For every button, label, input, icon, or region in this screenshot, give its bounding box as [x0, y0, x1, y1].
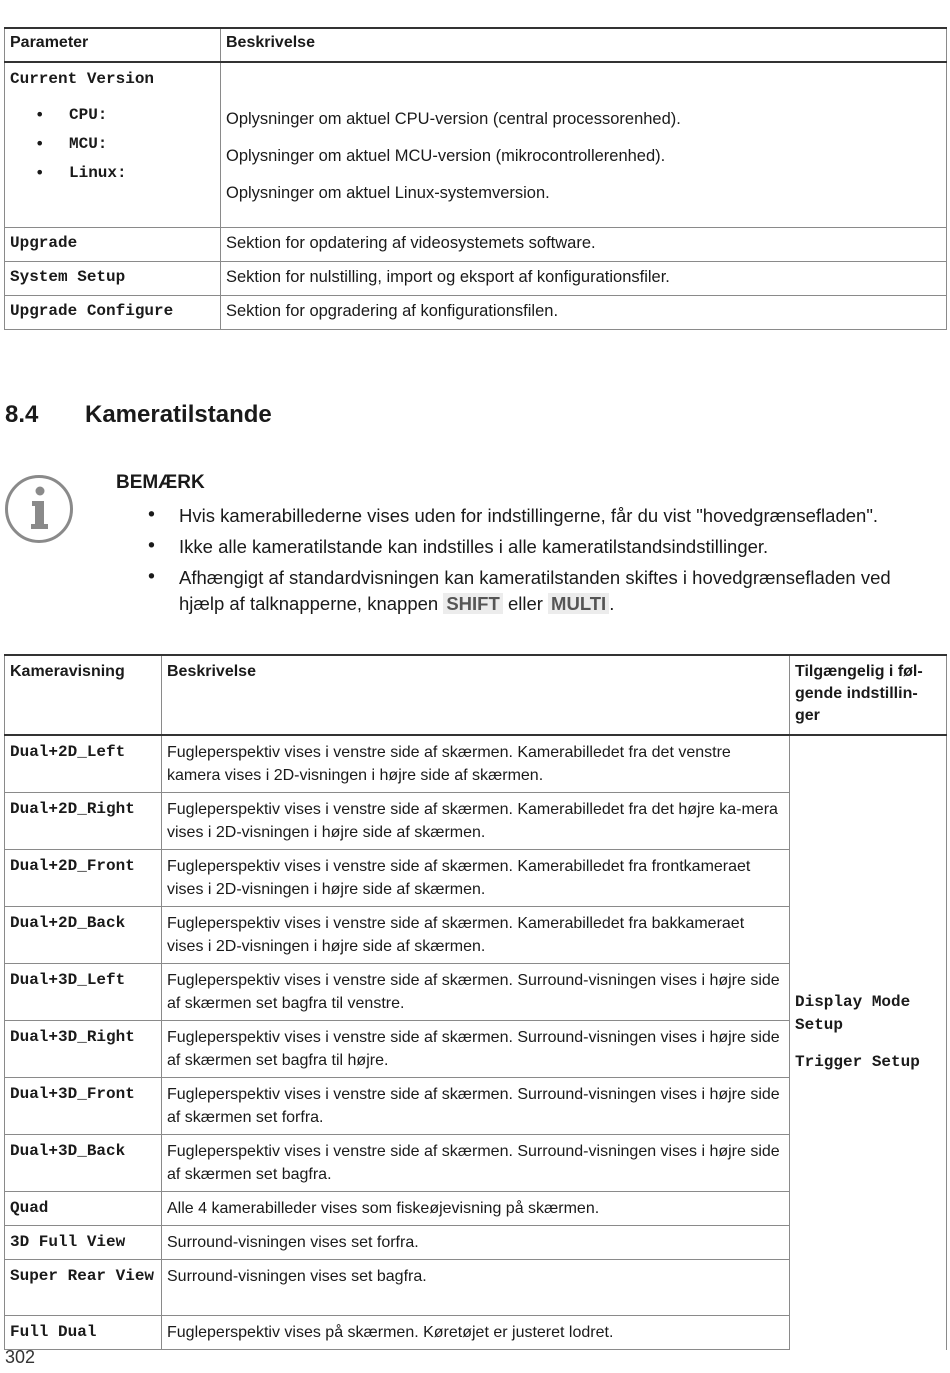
desc-cell: Surround-visningen vises set bagfra. — [162, 1260, 790, 1316]
view-cell: Full Dual — [5, 1316, 162, 1350]
table-row — [5, 228, 947, 262]
header-camera-view: Kameravisning — [5, 655, 162, 735]
table-row — [5, 62, 947, 228]
table-row — [5, 735, 947, 793]
shift-key-label: SHIFT — [443, 593, 502, 614]
desc-cell: Fugleperspektiv vises i venstre side af skærmen. Kamerabilledet fra det venstre kamera vises i 2D-visningen i højre side af skærmen. — [162, 735, 790, 793]
param-cell — [5, 62, 221, 228]
table-row — [5, 296, 947, 330]
available-settings-cell — [790, 735, 947, 1350]
view-cell: Super Rear View — [5, 1260, 162, 1316]
mcu-desc: Oplysninger om aktuel MCU-version (mikrocontrollerenhed). — [226, 147, 666, 165]
view-cell: Dual+2D_Right — [5, 793, 162, 850]
parameter-table — [4, 27, 947, 330]
desc-cell: Fugleperspektiv vises i venstre side af skærmen. Kamerabilledet fra det højre ka-mera vises i 2D-visningen i højre side af skærmen. — [162, 793, 790, 850]
param-cell: System Setup — [5, 262, 221, 296]
header-description: Beskrivelse — [162, 655, 790, 735]
desc-cell: Sektion for opdatering af videosystemets software. — [221, 228, 947, 262]
section-number: 8.4 — [5, 401, 39, 428]
current-version-label: Current Version — [10, 70, 155, 88]
desc-cell: Fugleperspektiv vises på skærmen. Køretøjet er justeret lodret. — [162, 1316, 790, 1350]
linux-desc: Oplysninger om aktuel Linux-systemversion. — [226, 184, 550, 202]
view-cell: Dual+2D_Back — [5, 907, 162, 964]
desc-cell: Fugleperspektiv vises i venstre side af skærmen. Surround-visningen vises i højre side af skærmen set forfra. — [162, 1078, 790, 1135]
desc-cell: Fugleperspektiv vises i venstre side af skærmen. Kamerabilledet fra bakkameraet vises i 2D-visningen i højre side af skærmen. — [162, 907, 790, 964]
param-cell: Upgrade Configure — [5, 296, 221, 330]
section-title: Kameratilstande — [85, 401, 272, 428]
version-list — [10, 106, 215, 193]
list-item: • Linux: — [10, 164, 215, 193]
cpu-desc: Oplysninger om aktuel CPU-version (central processorenhed). — [226, 110, 681, 128]
desc-cell: Surround-visningen vises set forfra. — [162, 1226, 790, 1260]
desc-cell: Sektion for opgradering af konfigurationsfilen. — [221, 296, 947, 330]
note-list — [146, 503, 936, 622]
table-row — [5, 262, 947, 296]
info-icon — [4, 474, 74, 544]
note-title: BEMÆRK — [116, 472, 205, 493]
list-item: • Ikke alle kameratilstande kan indstilles i alle kameratilstandsindstillinger. — [146, 534, 936, 560]
trigger-setup: Trigger Setup — [795, 1053, 920, 1071]
view-cell: Dual+3D_Back — [5, 1135, 162, 1192]
desc-cell: Alle 4 kamerabilleder vises som fiskeøjevisning på skærmen. — [162, 1192, 790, 1226]
list-item: • Afhængigt af standardvisningen kan kameratilstanden skiftes i hovedgrænsefladen ved hjælp af talknapperne, knappen SHIFT eller MULTI . — [146, 565, 936, 617]
view-cell: Dual+3D_Right — [5, 1021, 162, 1078]
param-cell: Upgrade — [5, 228, 221, 262]
view-cell: Dual+3D_Front — [5, 1078, 162, 1135]
view-cell: Dual+2D_Left — [5, 735, 162, 793]
desc-cell: Fugleperspektiv vises i venstre side af skærmen. Surround-visningen vises i højre side af skærmen set bagfra til venstre. — [162, 964, 790, 1021]
view-cell: Dual+3D_Left — [5, 964, 162, 1021]
view-cell: Dual+2D_Front — [5, 850, 162, 907]
list-item: • CPU: — [10, 106, 215, 135]
header-available-in: Tilgængelig i føl-gende indstillin-ger — [790, 655, 947, 735]
view-cell: 3D Full View — [5, 1226, 162, 1260]
header-parameter: Parameter — [5, 28, 221, 62]
list-item: • Hvis kamerabillederne vises uden for indstillingerne, får du vist "hovedgrænsefladen". — [146, 503, 936, 529]
desc-cell — [221, 62, 947, 228]
desc-cell: Sektion for nulstilling, import og eksport af konfigurationsfiler. — [221, 262, 947, 296]
page-number: 302 — [5, 1347, 36, 1367]
header-description: Beskrivelse — [221, 28, 947, 62]
list-item: • MCU: — [10, 135, 215, 164]
camera-view-table — [4, 654, 947, 1350]
multi-key-label: MULTI — [548, 593, 609, 614]
section-heading — [5, 401, 272, 429]
desc-cell: Fugleperspektiv vises i venstre side af skærmen. Surround-visningen vises i højre side af skærmen set bagfra. — [162, 1135, 790, 1192]
desc-cell: Fugleperspektiv vises i venstre side af skærmen. Kamerabilledet fra frontkameraet vises i 2D-visningen i højre side af skærmen. — [162, 850, 790, 907]
view-cell: Quad — [5, 1192, 162, 1226]
display-mode-setup: Display Mode Setup — [795, 993, 911, 1034]
desc-cell: Fugleperspektiv vises i venstre side af skærmen. Surround-visningen vises i højre side af skærmen set bagfra til højre. — [162, 1021, 790, 1078]
